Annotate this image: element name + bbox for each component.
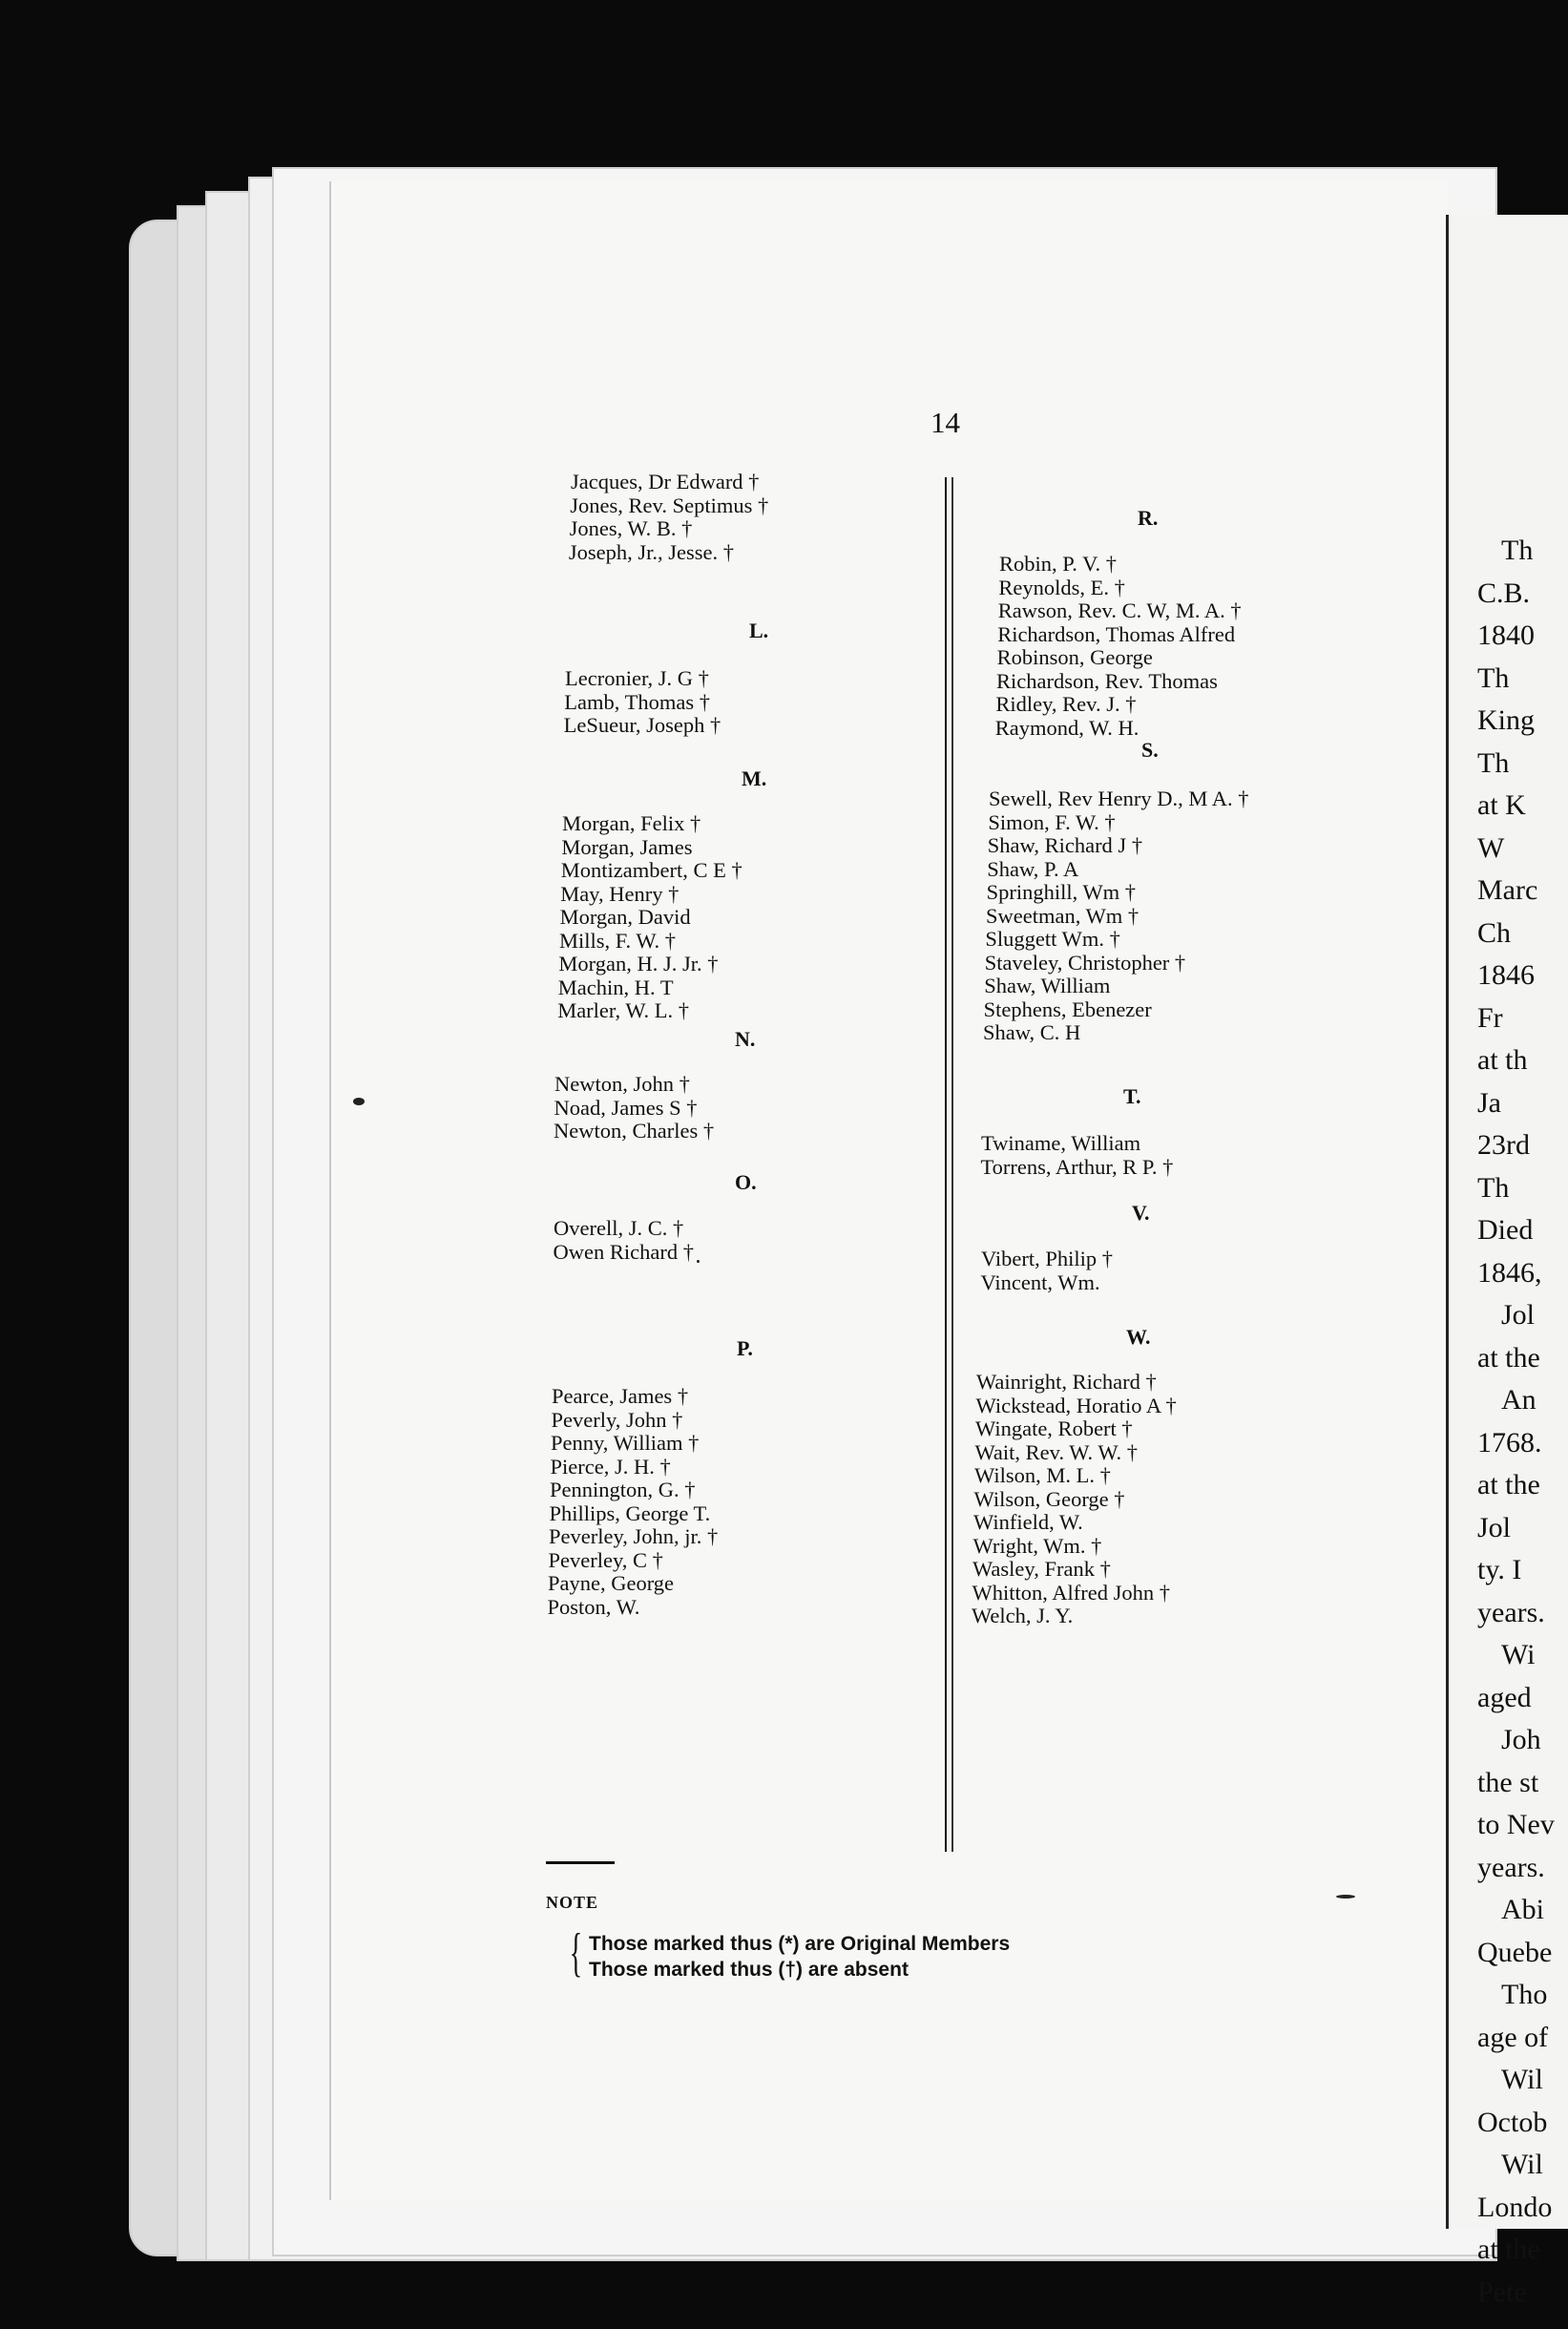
facing-page-text: Octob [1477,2106,1548,2138]
member-name: Overell, J. C. † [554,1216,684,1240]
facing-page-text: years. [1477,1851,1545,1883]
column-divider [945,477,953,1852]
member-name: Wingate, Robert † [975,1416,1133,1440]
facing-page-text: Joh [1501,1724,1541,1755]
facing-page-text: Fr [1477,1001,1503,1034]
facing-page-text: Th [1501,535,1534,566]
member-name: Welch, J. Y. [972,1604,1074,1627]
member-name: Jacques, Dr Edward † [571,470,760,493]
member-name: Noad, James S † [554,1095,698,1120]
member-name: Robinson, George [996,645,1153,669]
facing-page-text: at K [1477,789,1526,821]
facing-page-text: Wi [1501,1639,1536,1670]
member-name: Rawson, Rev. C. W, M. A. † [997,598,1242,622]
facing-page-text: Wil [1501,2149,1543,2180]
ink-speck [1336,1895,1355,1899]
member-name: Torrens, Arthur, R P. † [980,1154,1174,1179]
member-name: Joseph, Jr., Jesse. † [568,539,735,564]
member-name: Penny, William † [551,1431,700,1455]
member-name: Wickstead, Horatio A † [975,1393,1177,1417]
facing-page-text: Pete [1477,2276,1527,2308]
note-line-original: Those marked thus (*) are Original Members [589,1933,1011,1955]
member-name: Wilson, George † [973,1486,1125,1511]
note-rule [546,1861,615,1864]
facing-page-text: Abi [1501,1894,1544,1925]
facing-page-text: age of [1477,2021,1549,2053]
section-letter: T. [1123,1084,1141,1108]
ink-speck [353,1098,365,1105]
facing-page-text: 1768. [1477,1426,1542,1458]
member-name: Wilson, M. L. † [974,1463,1111,1487]
member-name: Morgan, Felix † [562,811,701,835]
facing-page-text: Jol [1477,1511,1512,1543]
member-name: Vincent, Wm. [980,1269,1100,1294]
member-name: Peverly, John † [551,1407,683,1432]
facing-page-text: at the [1477,2234,1540,2265]
facing-page-text: Tho [1501,1979,1548,2010]
section-letter: P. [737,1336,753,1360]
member-name: Mills, F. W. † [559,928,676,953]
member-name: Newton, Charles † [554,1119,715,1143]
member-name: Stephens, Ebenezer [983,997,1152,1021]
facing-page-text: 1846, [1477,1256,1542,1289]
member-name: Owen Richard † [553,1239,694,1264]
facing-page-text: at the [1477,1469,1540,1500]
member-name: Richardson, Rev. Thomas [996,668,1218,693]
member-name: Vibert, Philip † [981,1247,1114,1270]
facing-page-text: Ch [1477,916,1512,949]
member-name: Poston, W. [547,1594,640,1619]
member-name: Payne, George [548,1571,675,1595]
member-name: Staveley, Christopher † [984,950,1186,975]
member-name: Peverley, John, jr. † [549,1524,719,1548]
member-name: Lecronier, J. G † [565,666,709,690]
section-letter: L. [749,619,769,642]
member-name: Shaw, C. H [983,1020,1081,1044]
facing-page-text: Th [1477,661,1510,694]
member-name: Wasley, Frank † [972,1557,1111,1581]
member-name: Newton, John † [554,1072,690,1096]
section-letter: R. [1138,506,1159,530]
member-name: Morgan, David [559,905,691,929]
member-name: Winfield, W. [973,1510,1083,1534]
member-name: Reynolds, E. † [998,575,1125,599]
page-number: 14 [930,406,960,439]
facing-page-text: aged [1477,1681,1532,1713]
facing-page-text: 1840 [1477,619,1535,651]
facing-page-text: Londo [1477,2191,1553,2223]
member-name: Jones, Rev. Septimus † [570,493,769,517]
document-page [329,181,1448,2200]
member-name: Simon, F. W. † [988,809,1116,834]
section-letter: M. [742,766,767,790]
section-letter: O. [735,1170,757,1194]
facing-page-text: 1846 [1477,959,1535,991]
member-name: Morgan, H. J. Jr. † [558,952,719,976]
note-brace: { [569,1923,583,1983]
member-name: Wainright, Richard † [976,1370,1157,1394]
facing-page-text: Died [1477,1214,1534,1246]
facing-page-text: at th [1477,1044,1528,1076]
member-name: Pierce, J. H. † [550,1454,671,1479]
member-name: Shaw, Richard J † [987,833,1143,857]
member-name: Montizambert, C E † [560,858,742,882]
note-line-absent: Those marked thus (†) are absent [589,1959,909,1981]
facing-page-text: at the [1477,1341,1540,1374]
facing-page-text: King [1477,704,1535,736]
member-name: Springhill, Wm † [986,880,1137,904]
section-letter: V. [1132,1201,1150,1225]
member-name: Sweetman, Wm † [986,903,1139,928]
member-name: May, Henry † [560,881,679,906]
member-name: Marler, W. L. † [557,998,690,1022]
facing-page-text: Ja [1477,1086,1501,1119]
facing-page-text: the st [1477,1766,1539,1798]
facing-page-text: Wil [1501,2064,1543,2095]
ink-speck [697,1260,700,1263]
member-name: Ridley, Rev. J. † [995,692,1137,716]
member-name: Peverley, C † [548,1547,663,1572]
member-name: Phillips, George T. [549,1500,711,1525]
facing-page-text: ty. I [1477,1554,1522,1585]
member-name: Richardson, Thomas Alfred [997,621,1236,646]
facing-page-text: 23rd [1477,1129,1530,1161]
facing-page-text: C.B. [1477,577,1531,609]
facing-page-text: An [1501,1384,1537,1416]
facing-page-text: Quebe [1477,1936,1553,1968]
member-name: Sewell, Rev Henry D., M A. † [989,787,1249,810]
facing-page-fragment [1446,215,1568,2308]
member-name: LeSueur, Joseph † [563,713,721,737]
member-name: Morgan, James [561,834,693,859]
member-name: Sluggett Wm. † [985,927,1120,951]
member-name: Robin, P. V. † [999,552,1117,576]
note-title: NOTE [546,1893,599,1912]
member-name: Wait, Rev. W. W. † [974,1439,1138,1464]
facing-page-text: to Nev [1477,1809,1555,1840]
section-letter: N. [735,1027,756,1051]
facing-page-text: years. [1477,1596,1545,1628]
member-name: Shaw, P. A [987,856,1079,881]
member-name: Wright, Wm. † [972,1533,1102,1558]
section-letter: W. [1126,1325,1151,1349]
member-name: Raymond, W. H. [994,715,1139,740]
section-letter: S. [1141,738,1159,762]
member-name: Twiname, William [981,1131,1141,1155]
member-name: Pennington, G. † [550,1478,696,1501]
facing-page-text: W [1477,831,1505,864]
facing-page-text: Th [1477,1171,1510,1204]
member-name: Machin, H. T [557,975,674,999]
member-name: Shaw, William [984,974,1111,997]
member-name: Pearce, James † [552,1384,689,1408]
member-name: Jones, W. B. † [569,516,693,540]
member-name: Whitton, Alfred John † [972,1580,1170,1605]
facing-page-text: Marc [1477,874,1538,906]
member-name: Lamb, Thomas † [564,689,710,714]
facing-page-text: Jol [1501,1299,1536,1331]
facing-page-text: Th [1477,746,1510,779]
